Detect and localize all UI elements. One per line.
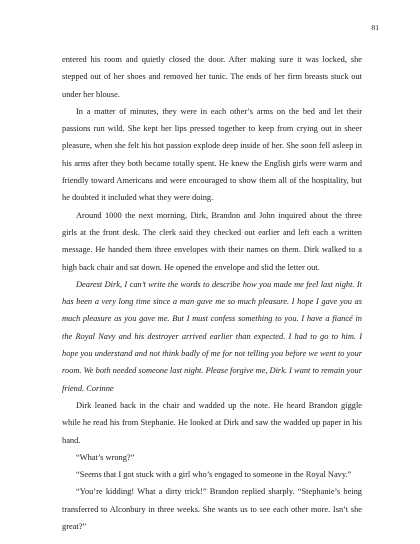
page-number: 81: [371, 23, 379, 32]
dialogue-line: “What’s wrong?”: [76, 452, 135, 462]
paragraph: Dirk leaned back in the chair and wadded up the note. He heard Brandon giggle while he read his from Stephanie. He looked at Dirk and saw the wadded up paper in his hand.: [62, 400, 362, 445]
dialogue-line: “You’re kidding! What a dirty trick!” Brandon replied sharply. “Stephanie’s being transferred to Alconbury in three weeks. She wants us to see each other more. Isn’t she great?”: [62, 487, 362, 532]
paragraph: entered his room and quietly closed the door. After making sure it was locked, she stepped out of her shoes and removed her tunic. The ends of her firm breasts stuck out under her blouse.: [62, 55, 362, 99]
letter-paragraph: Dearest Dirk, I can’t write the words to describe how you made me feel last night. It has been a very long time since a man gave me so much pleasure. I hope I gave you as much pleasure as you gave me. But I must confess something to you. I have a fiancé in the Royal Navy and his destroyer arrived earlier than expected. I had to go to him. I hope you understand and not think badly of me for not telling you before we went to your room. We both needed someone last night. Please forgive me, Dirk. I want to remain your friend. Corinne: [62, 279, 362, 393]
paragraph: In a matter of minutes, they were in each other’s arms on the bed and let their passions run wild. She kept her lips pressed together to keep from crying out in sheer pleasure, when she felt his hot passion explode deep inside of her. She soon fell asleep in his arms after they both became totally spent. He knew the English girls were warm and friendly toward Americans and were encouraged to show them all of the hospitality, but he doubted it included what they were doing.: [62, 106, 362, 203]
dialogue-line: “Seems that I got stuck with a girl who’s engaged to someone in the Royal Navy.”: [76, 470, 352, 480]
paragraph: Around 1000 the next morning, Dirk, Brandon and John inquired about the three girls at the front desk. The clerk said they checked out earlier and left each a written message. He handed them three envelopes with their names on them. Dirk walked to a high back chair and sat down. He opened the envelope and slid the letter out.: [62, 210, 362, 272]
body-text: [62, 51, 362, 535]
